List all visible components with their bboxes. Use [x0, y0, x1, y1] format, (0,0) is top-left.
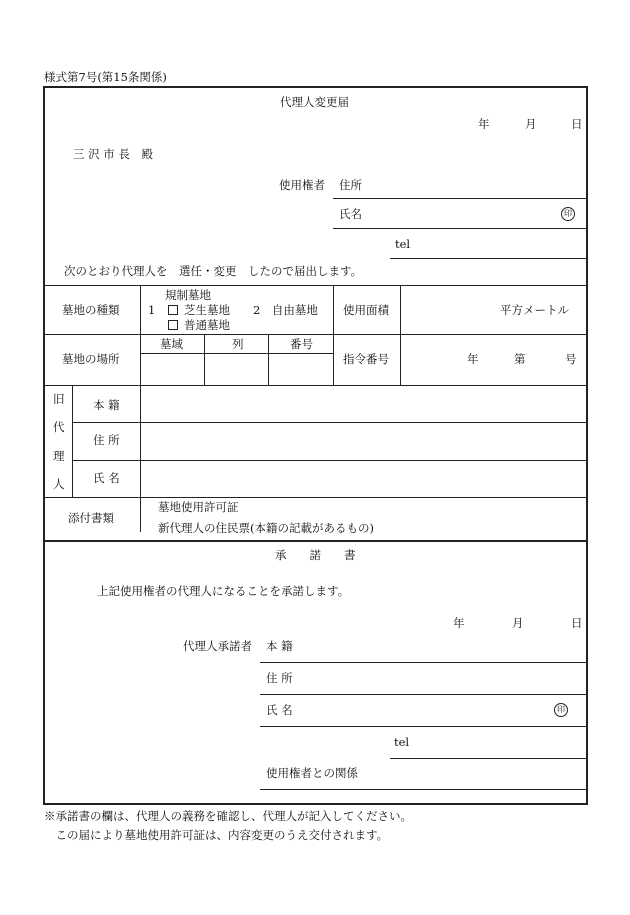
seal-mark: 印	[561, 207, 575, 221]
consent-year: 年	[453, 616, 465, 630]
attachment-item-1: 墓地使用許可証	[158, 500, 239, 514]
old-agent-char-3: 理	[53, 449, 65, 463]
consent-day: 日	[571, 616, 583, 630]
tel-line	[390, 758, 587, 759]
designation-go: 号	[565, 352, 577, 366]
col-line	[268, 334, 269, 385]
grave-type-label: 墓地の種類	[62, 303, 120, 317]
addressee: 三 沢 市 長 殿	[73, 147, 153, 161]
col-line	[72, 385, 73, 497]
row-line	[44, 385, 587, 386]
row-line	[44, 334, 587, 335]
row-line	[72, 460, 587, 461]
col-line	[140, 285, 141, 532]
row-header: 列	[232, 337, 244, 351]
date-year: 年	[478, 117, 490, 131]
consent-address-label: 住 所	[266, 671, 293, 685]
consent-text: 上記使用権者の代理人になることを承諾します。	[97, 584, 350, 598]
row-line	[44, 285, 587, 286]
consent-title: 承 諾 書	[275, 548, 356, 562]
attachments-label: 添付書類	[68, 511, 114, 525]
area-label: 使用面積	[343, 303, 389, 317]
applicant-tel-label: tel	[395, 237, 411, 251]
frame-left	[43, 86, 45, 805]
statement: 次のとおり代理人を 選任・変更 したので届出します。	[64, 264, 363, 278]
normal-checkbox[interactable]	[168, 320, 178, 330]
note-2: この届により墓地使用許可証は、内容変更のうえ交付されます。	[44, 828, 389, 842]
old-agent-char-4: 人	[53, 477, 65, 491]
col-line	[333, 285, 334, 385]
name-line	[260, 726, 587, 727]
consent-seal-mark: 印	[554, 703, 568, 717]
relation-label: 使用権者との関係	[266, 766, 358, 780]
consent-divider	[44, 540, 587, 542]
section-header: 墓域	[160, 337, 183, 351]
area-unit: 平方メートル	[500, 303, 569, 317]
old-agent-char-2: 代	[53, 420, 65, 434]
applicant-name-label: 氏名	[339, 207, 362, 221]
tel-line	[390, 258, 587, 259]
designation-label: 指令番号	[343, 352, 389, 366]
frame-bottom	[43, 803, 588, 805]
date-day: 日	[571, 117, 583, 131]
consent-domicile-label: 本 籍	[266, 639, 293, 653]
agent-consenter-label: 代理人承諾者	[183, 639, 252, 653]
regulated-label: 規制墓地	[165, 288, 211, 302]
note-1: ※承諾書の欄は、代理人の義務を確認し、代理人が記入してください。	[44, 809, 412, 823]
consent-tel-label: tel	[394, 735, 410, 749]
row-line	[72, 422, 587, 423]
frame-top	[43, 86, 588, 88]
old-agent-name-label: 氏 名	[93, 471, 120, 485]
old-agent-domicile-label: 本 籍	[93, 398, 120, 412]
option2-label: 2 自由墓地	[253, 303, 318, 317]
lawn-checkbox[interactable]	[168, 305, 178, 315]
old-agent-char-1: 旧	[53, 392, 65, 406]
applicant-address-label: 住所	[339, 178, 362, 192]
attachment-item-2: 新代理人の住民票(本籍の記載があるもの)	[158, 521, 374, 535]
consent-name-label: 氏 名	[266, 703, 293, 717]
number-header: 番号	[290, 337, 313, 351]
form-number: 様式第7号(第15条関係)	[44, 70, 167, 84]
row-line	[44, 497, 587, 498]
date-month: 月	[525, 117, 537, 131]
grave-location-label: 墓地の場所	[62, 352, 120, 366]
address-line	[333, 198, 587, 199]
domicile-line	[260, 662, 587, 663]
option1-number: 1	[148, 303, 156, 317]
consent-month: 月	[512, 616, 524, 630]
relation-line	[260, 789, 587, 790]
designation-dai: 第	[514, 352, 526, 366]
subheader-line	[140, 353, 333, 354]
designation-year: 年	[467, 352, 479, 366]
lawn-label: 芝生墓地	[184, 303, 230, 317]
old-agent-address-label: 住 所	[93, 433, 120, 447]
address-line	[260, 694, 587, 695]
col-line	[400, 285, 401, 385]
form-title: 代理人変更届	[280, 95, 349, 109]
frame-right	[586, 86, 588, 805]
col-line	[204, 334, 205, 385]
name-line	[333, 228, 587, 229]
normal-label: 普通墓地	[184, 318, 230, 332]
applicant-label: 使用権者	[279, 178, 325, 192]
